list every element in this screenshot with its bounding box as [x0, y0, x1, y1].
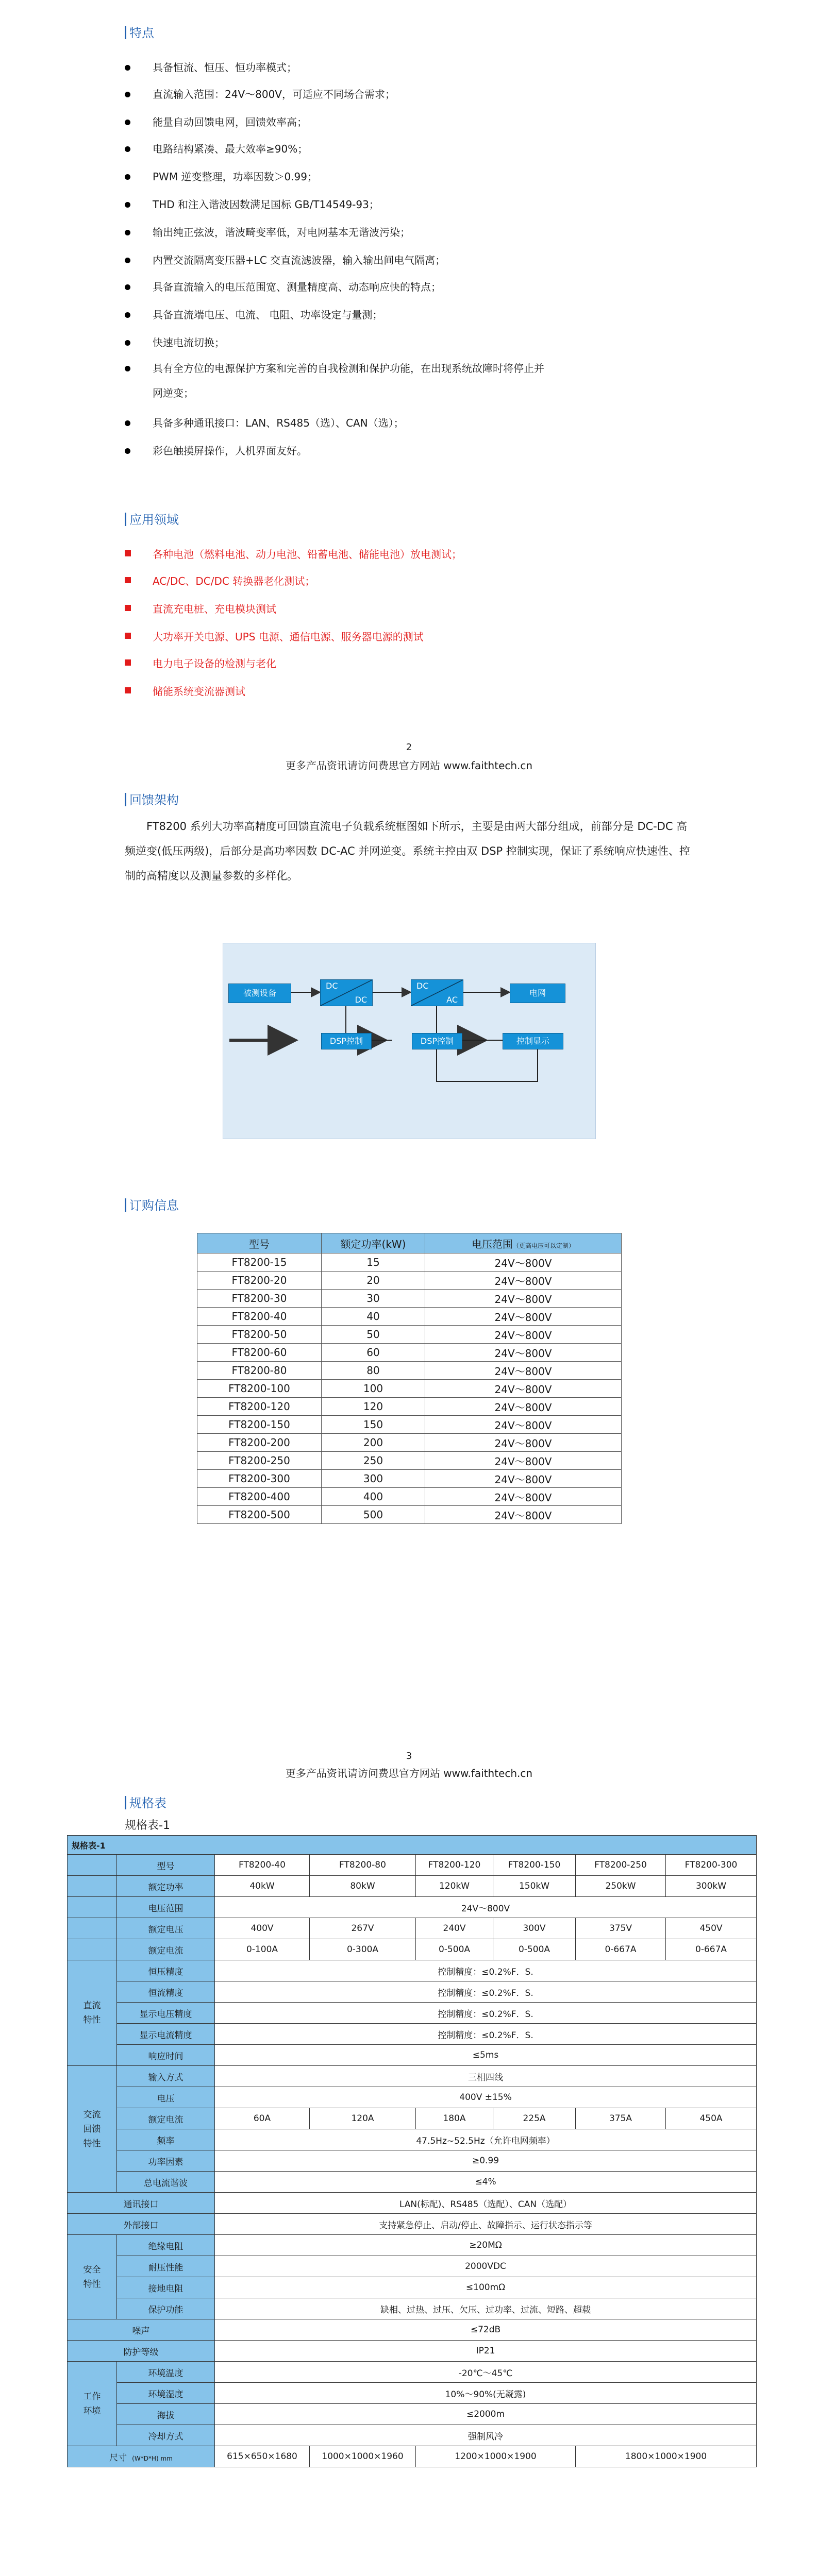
- table-row: [197, 1398, 622, 1416]
- table-cell: 缺相、过热、过压、欠压、过功率、过流、短路、超载: [215, 2298, 757, 2319]
- row-label: 环境湿度: [117, 2383, 215, 2404]
- table-cell: 24V～800V: [425, 1380, 622, 1398]
- page-footer: 更多产品资讯请访问费思官方网站 www.faithtech.cn: [285, 759, 533, 772]
- table-cell: 47.5Hz~52.5Hz（允许电网频率）: [215, 2129, 757, 2150]
- table-cell: 15: [322, 1253, 425, 1272]
- features-heading: 特点: [125, 23, 154, 41]
- table-cell: 400V ±15%: [215, 2087, 757, 2108]
- table-cell: IP21: [215, 2341, 757, 2362]
- table-cell: [68, 1876, 117, 1897]
- table-cell: [68, 1939, 117, 1960]
- feature-text: 具备恒流、恒压、恒功率模式；: [153, 61, 297, 74]
- table-cell: 375A: [576, 2108, 666, 2129]
- bullet-icon: [125, 420, 130, 426]
- spec-heading: 规格表: [125, 1793, 166, 1811]
- bullet-icon: [125, 174, 130, 180]
- model-cell: FT8200-40: [215, 1855, 310, 1876]
- table-row: [68, 2446, 757, 2467]
- dcdc-box: [320, 979, 373, 1006]
- table-row: [68, 1981, 757, 2003]
- bullet-icon: [125, 120, 130, 125]
- table-cell: 40: [322, 1308, 425, 1326]
- table-row: [68, 2425, 757, 2446]
- table-cell: [68, 1918, 117, 1939]
- table-cell: FT8200-40: [197, 1308, 322, 1326]
- table-cell: ≤4%: [215, 2172, 757, 2193]
- dcdc-in-label: DC: [326, 981, 338, 991]
- connector: [437, 1047, 538, 1081]
- row-label: 响应时间: [117, 2045, 215, 2066]
- table-cell: ≤72dB: [215, 2319, 757, 2341]
- table-cell: 60A: [215, 2108, 310, 2129]
- table-cell: 20: [322, 1272, 425, 1290]
- table-cell: 250kW: [576, 1876, 666, 1897]
- group-label: 工作 环境: [68, 2362, 117, 2446]
- table-cell: [68, 1855, 117, 1876]
- feature-text: 电路结构紧凑、最大效率≥90%；: [153, 143, 308, 155]
- row-label: 绝缘电阻: [117, 2235, 215, 2256]
- table-row: [68, 1855, 757, 1876]
- table-cell: FT8200-100: [197, 1380, 322, 1398]
- table-cell: 150kW: [493, 1876, 576, 1897]
- table-cell: 控制精度：≤0.2%F．S.: [215, 1960, 757, 1981]
- table-cell: 300kW: [666, 1876, 757, 1897]
- table-cell: ≤2000m: [215, 2404, 757, 2425]
- table-cell: 615×650×1680: [215, 2446, 310, 2467]
- col-voltage-note: （更高电压可以定制）: [512, 1242, 575, 1249]
- table-cell: 60: [322, 1344, 425, 1362]
- table-row: [68, 1876, 757, 1897]
- table-row: [68, 2003, 757, 2024]
- table-cell: 控制精度：≤0.2%F．S.: [215, 2003, 757, 2024]
- ordering-heading: 订购信息: [125, 1195, 179, 1213]
- table-row: [197, 1470, 622, 1488]
- table-cell: FT8200-300: [197, 1470, 322, 1488]
- col-model: 型号: [197, 1233, 322, 1253]
- table-cell: FT8200-150: [197, 1416, 322, 1434]
- table-row: [197, 1506, 622, 1524]
- table-cell: FT8200-400: [197, 1488, 322, 1506]
- feature-text: 输出纯正弦波，谐波畸变率低，对电网基本无谐波污染；: [153, 226, 410, 239]
- table-cell: 267V: [310, 1918, 416, 1939]
- col-voltage: [425, 1233, 622, 1253]
- table-cell: 24V～800V: [425, 1416, 622, 1434]
- bullet-icon: [125, 146, 130, 152]
- topology-heading: 回馈架构: [125, 790, 179, 808]
- size-label: 尺寸: [109, 2452, 127, 2463]
- table-cell: FT8200-120: [197, 1398, 322, 1416]
- row-label: 海拔: [117, 2404, 215, 2425]
- feature-text: 能量自动回馈电网，回馈效率高；: [153, 116, 307, 128]
- page-footer: 更多产品资讯请访问费思官方网站 www.faithtech.cn: [285, 1767, 533, 1780]
- table-row: [197, 1434, 622, 1452]
- table-cell: -20℃～45℃: [215, 2362, 757, 2383]
- ordering-header-row: [197, 1233, 622, 1253]
- group-label: 直流 特性: [68, 1960, 117, 2066]
- ordering-table: [197, 1233, 622, 1524]
- table-cell: 0-667A: [576, 1939, 666, 1960]
- table-cell: FT8200-250: [197, 1452, 322, 1470]
- table-row: [197, 1362, 622, 1380]
- table-cell: 1200×1000×1900: [416, 2446, 576, 2467]
- dcac-out-label: AC: [446, 995, 458, 1005]
- table-row: [197, 1452, 622, 1470]
- table-cell: 1000×1000×1960: [310, 2446, 416, 2467]
- table-cell: 24V～800V: [425, 1272, 622, 1290]
- table-cell: 120A: [310, 2108, 416, 2129]
- bullet-icon: [125, 202, 130, 208]
- table-cell: 80kW: [310, 1876, 416, 1897]
- table-cell: 24V～800V: [425, 1488, 622, 1506]
- table-cell: ≤100mΩ: [215, 2277, 757, 2298]
- table-cell: 24V～800V: [425, 1398, 622, 1416]
- table-cell: 40kW: [215, 1876, 310, 1897]
- table-cell: 120kW: [416, 1876, 493, 1897]
- row-label: 恒压精度: [117, 1960, 215, 1981]
- feature-text: 具备直流输入的电压范围宽、测量精度高、动态响应快的特点；: [153, 281, 441, 293]
- feature-text: 具备多种通讯接口：LAN、RS485（选）、CAN（选）；: [153, 417, 404, 429]
- row-label: 额定功率: [117, 1876, 215, 1897]
- table-cell: 24V～800V: [425, 1344, 622, 1362]
- group-label: 安全 特性: [68, 2235, 117, 2319]
- feature-text: 直流输入范围：24V～800V，可适应不同场合需求；: [153, 88, 395, 100]
- table-cell: [68, 1897, 117, 1918]
- bullet-icon: [125, 312, 130, 318]
- table-row: [68, 2341, 757, 2362]
- bullet-icon: [125, 284, 130, 290]
- table-cell: 225A: [493, 2108, 576, 2129]
- grid-box: 电网: [510, 984, 565, 1003]
- table-cell: 450V: [666, 1918, 757, 1939]
- table-cell: 24V～800V: [425, 1253, 622, 1272]
- table-cell: FT8200-30: [197, 1290, 322, 1308]
- row-label: 电压: [117, 2087, 215, 2108]
- group-label: 交流 回馈 特性: [68, 2066, 117, 2193]
- row-label: 型号: [117, 1855, 215, 1876]
- table-cell: FT8200-15: [197, 1253, 322, 1272]
- feature-text: THD 和注入谐波因数满足国标 GB/T14549-93；: [153, 198, 379, 211]
- table-cell: ≤5ms: [215, 2045, 757, 2066]
- table-row: [68, 2108, 757, 2129]
- table-row: [68, 2129, 757, 2150]
- table-row: [68, 2362, 757, 2383]
- row-label: 显示电流精度: [117, 2024, 215, 2045]
- row-label: 额定电流: [117, 1939, 215, 1960]
- table-cell: 三相四线: [215, 2066, 757, 2087]
- table-cell: 24V～800V: [425, 1290, 622, 1308]
- table-row: [68, 1960, 757, 1981]
- page-number: 3: [406, 1751, 412, 1761]
- bullet-icon: [125, 258, 130, 263]
- row-label: [68, 2446, 215, 2467]
- bullet-icon: [125, 448, 130, 454]
- table-cell: 24V～800V: [425, 1470, 622, 1488]
- row-label: 功率因素: [117, 2150, 215, 2172]
- table-cell: 10%～90%(无凝露): [215, 2383, 757, 2404]
- row-label: 噪声: [68, 2319, 215, 2341]
- row-label: 防护等级: [68, 2341, 215, 2362]
- table-cell: 250: [322, 1452, 425, 1470]
- application-text: AC/DC、DC/DC 转换器老化测试；: [153, 575, 315, 587]
- table-cell: 24V～800V: [425, 1452, 622, 1470]
- table-cell: 80: [322, 1362, 425, 1380]
- row-label: 额定电压: [117, 1918, 215, 1939]
- square-bullet-icon: [125, 687, 131, 693]
- model-cell: FT8200-80: [310, 1855, 416, 1876]
- row-label: 额定电流: [117, 2108, 215, 2129]
- table-cell: 500: [322, 1506, 425, 1524]
- dcac-in-label: DC: [416, 981, 429, 991]
- bullet-icon: [125, 65, 130, 71]
- table-cell: 120: [322, 1398, 425, 1416]
- spec-subtitle: 规格表-1: [125, 1819, 170, 1832]
- table-row: [68, 2087, 757, 2108]
- col-voltage-label: 电压范围: [471, 1238, 513, 1250]
- table-cell: FT8200-60: [197, 1344, 322, 1362]
- table-row: [197, 1308, 622, 1326]
- table-row: [197, 1488, 622, 1506]
- row-label: 耐压性能: [117, 2256, 215, 2277]
- table-cell: 100: [322, 1380, 425, 1398]
- table-cell: 0-667A: [666, 1939, 757, 1960]
- square-bullet-icon: [125, 633, 131, 639]
- square-bullet-icon: [125, 659, 131, 666]
- display-control: 控制显示: [503, 1033, 563, 1049]
- table-row: [68, 2172, 757, 2193]
- feature-text: 具有全方位的电源保护方案和完善的自我检测和保护功能，在出现系统故障时将停止并: [153, 362, 544, 375]
- table-cell: 400: [322, 1488, 425, 1506]
- table-cell: ≥20MΩ: [215, 2235, 757, 2256]
- table-cell: 200: [322, 1434, 425, 1452]
- table-row: [68, 2045, 757, 2066]
- dcdc-out-label: DC: [355, 995, 367, 1005]
- table-row: [68, 2150, 757, 2172]
- topology-paragraph: FT8200 系列大功率高精度可回馈直流电子负载系统框图如下所示，主要是由两大部分组成，前部分是 DC-DC 高频逆变(低压两级)，后部分是高功率因数 DC-AC 并网逆变。系统主控由双 DSP 控制实现，保证了系统响应快速性、控制的高精度以及测量参数的多样化。: [125, 820, 690, 882]
- feature-text: 快速电流切换；: [153, 336, 225, 349]
- row-label: 输入方式: [117, 2066, 215, 2087]
- table-cell: 24V～800V: [425, 1434, 622, 1452]
- table-cell: FT8200-500: [197, 1506, 322, 1524]
- table-cell: 50: [322, 1326, 425, 1344]
- table-row: [197, 1253, 622, 1272]
- spec-title-cell: 规格表-1: [68, 1836, 757, 1855]
- table-row: [68, 2319, 757, 2341]
- table-cell: 400V: [215, 1918, 310, 1939]
- table-cell: 强制风冷: [215, 2425, 757, 2446]
- table-cell: 24V～800V: [425, 1308, 622, 1326]
- row-label: 接地电阻: [117, 2277, 215, 2298]
- bullet-icon: [125, 340, 130, 346]
- bullet-icon: [125, 230, 130, 235]
- row-label: 通讯接口: [68, 2193, 215, 2214]
- row-label: 显示电压精度: [117, 2003, 215, 2024]
- table-cell: 0-100A: [215, 1939, 310, 1960]
- spec-table: [67, 1835, 757, 2467]
- dcac-box: [411, 979, 463, 1006]
- table-cell: FT8200-200: [197, 1434, 322, 1452]
- dut-box: 被测设备: [228, 984, 291, 1003]
- table-cell: 450A: [666, 2108, 757, 2129]
- row-label: 冷却方式: [117, 2425, 215, 2446]
- table-row: [197, 1326, 622, 1344]
- table-row: [68, 2193, 757, 2214]
- table-row: [68, 2214, 757, 2235]
- model-cell: FT8200-120: [416, 1855, 493, 1876]
- application-text: 各种电池（燃料电池、动力电池、铅蓄电池、储能电池）放电测试；: [153, 548, 462, 561]
- table-row: [68, 2066, 757, 2087]
- square-bullet-icon: [125, 550, 131, 556]
- table-row: [68, 1918, 757, 1939]
- table-cell: 24V～800V: [425, 1362, 622, 1380]
- table-cell: 24V～800V: [215, 1897, 757, 1918]
- table-cell: 0-500A: [493, 1939, 576, 1960]
- table-row: [197, 1416, 622, 1434]
- feature-text: PWM 逆变整理，功率因数＞0.99；: [153, 171, 318, 183]
- table-cell: 375V: [576, 1918, 666, 1939]
- feature-text: 彩色触摸屏操作，人机界面友好。: [153, 445, 307, 457]
- square-bullet-icon: [125, 577, 131, 583]
- table-row: [68, 2235, 757, 2256]
- dsp-control-2: DSP控制: [412, 1033, 462, 1049]
- dsp-control-1: DSP控制: [321, 1033, 372, 1049]
- table-row: [68, 2256, 757, 2277]
- table-row: [68, 1939, 757, 1960]
- table-cell: 240V: [416, 1918, 493, 1939]
- table-cell: 0-500A: [416, 1939, 493, 1960]
- table-cell: 2000VDC: [215, 2256, 757, 2277]
- table-cell: LAN(标配)、RS485（选配）、CAN（选配）: [215, 2193, 757, 2214]
- row-label: 保护功能: [117, 2298, 215, 2319]
- table-cell: FT8200-20: [197, 1272, 322, 1290]
- square-bullet-icon: [125, 605, 131, 611]
- feature-text: 网逆变；: [153, 387, 194, 399]
- table-row: [197, 1290, 622, 1308]
- table-cell: 30: [322, 1290, 425, 1308]
- table-cell: 24V～800V: [425, 1506, 622, 1524]
- table-cell: 支持紧急停止、启动/停止、故障指示、运行状态指示等: [215, 2214, 757, 2235]
- table-row: [68, 2024, 757, 2045]
- row-label: 频率: [117, 2129, 215, 2150]
- applications-heading: 应用领域: [125, 510, 179, 528]
- table-row: [68, 2383, 757, 2404]
- table-row: [197, 1380, 622, 1398]
- table-row: [197, 1272, 622, 1290]
- table-row: [68, 1897, 757, 1918]
- bullet-icon: [125, 92, 130, 97]
- row-label: 总电流谐波: [117, 2172, 215, 2193]
- table-cell: 控制精度：≤0.2%F．S.: [215, 1981, 757, 2003]
- col-power: 额定功率(kW): [322, 1233, 425, 1253]
- table-cell: FT8200-50: [197, 1326, 322, 1344]
- application-text: 大功率开关电源、UPS 电源、通信电源、服务器电源的测试: [153, 631, 424, 643]
- table-row: [68, 1836, 757, 1855]
- model-cell: FT8200-300: [666, 1855, 757, 1876]
- application-text: 直流充电桩、充电模块测试: [153, 603, 276, 615]
- table-cell: 150: [322, 1416, 425, 1434]
- model-cell: FT8200-150: [493, 1855, 576, 1876]
- table-row: [68, 2277, 757, 2298]
- block-diagram: [223, 943, 596, 1139]
- table-cell: 24V～800V: [425, 1326, 622, 1344]
- size-unit: (W*D*H) mm: [132, 2454, 173, 2462]
- model-cell: FT8200-250: [576, 1855, 666, 1876]
- row-label: 环境温度: [117, 2362, 215, 2383]
- table-cell: ≥0.99: [215, 2150, 757, 2172]
- feature-text: 具备直流端电压、电流、 电阻、功率设定与量测；: [153, 309, 383, 321]
- application-text: 电力电子设备的检测与老化: [153, 657, 276, 670]
- bullet-icon: [125, 366, 130, 371]
- table-cell: 1800×1000×1900: [576, 2446, 757, 2467]
- table-cell: FT8200-80: [197, 1362, 322, 1380]
- row-label: 恒流精度: [117, 1981, 215, 2003]
- table-cell: 0-300A: [310, 1939, 416, 1960]
- page-number: 2: [406, 742, 412, 753]
- table-row: [197, 1344, 622, 1362]
- application-text: 储能系统变流器测试: [153, 685, 245, 698]
- table-cell: 300: [322, 1470, 425, 1488]
- feature-text: 内置交流隔离变压器+LC 交直流滤波器，输入输出间电气隔离；: [153, 254, 446, 266]
- table-cell: 180A: [416, 2108, 493, 2129]
- row-label: 外部接口: [68, 2214, 215, 2235]
- table-row: [68, 2404, 757, 2425]
- table-cell: 300V: [493, 1918, 576, 1939]
- row-label: 电压范围: [117, 1897, 215, 1918]
- table-cell: 控制精度：≤0.2%F．S.: [215, 2024, 757, 2045]
- table-row: [68, 2298, 757, 2319]
